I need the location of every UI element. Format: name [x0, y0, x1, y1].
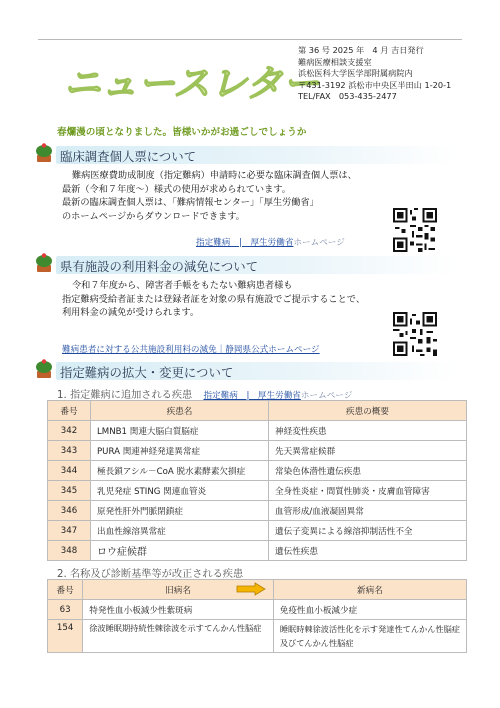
issue-line: 第 36 号 2025 年 4 月 吉日発行: [298, 45, 424, 55]
row-summary: 血管形成/血液凝固異常: [269, 501, 467, 521]
table-header-row: [48, 401, 467, 421]
section2-title: 県有施設の利用料金の減免について: [60, 259, 259, 274]
cactus-icon: [33, 252, 55, 272]
section2-line: 利用料金の減免が受けられます。: [62, 307, 200, 318]
section1-body: [62, 169, 357, 223]
row-new-name: [273, 620, 466, 653]
masthead-rule: [38, 39, 462, 40]
table-row: [48, 620, 467, 653]
qr-code-icon: [393, 312, 437, 356]
section1-link-suffix[interactable]: ホームページ: [293, 238, 345, 248]
row-number: 346: [48, 501, 91, 521]
svg-text:ニュースレター: ニュースレター: [64, 62, 320, 105]
section2-link[interactable]: [62, 343, 320, 355]
row-number: 345: [48, 481, 91, 501]
col-number: 番号: [48, 401, 91, 421]
masthead-info: [298, 45, 451, 103]
row-old-name: 特発性血小板減少性紫斑病: [83, 600, 274, 620]
tel-fax: TEL/FAX 053-435-2477: [298, 91, 397, 101]
renamed-diseases-table: [47, 579, 467, 653]
section1-link-main[interactable]: 指定難病 | 厚生労働省: [196, 238, 294, 248]
row-number: 344: [48, 461, 91, 481]
subsection2-title: 2. 名称及び診断基準等が改正される疾患: [57, 569, 244, 580]
row-summary: 常染色体潜性遺伝疾患: [269, 461, 467, 481]
row-summary: 神経変性疾患: [269, 421, 467, 441]
section1-title: 臨床調査個人票について: [60, 149, 197, 164]
table-row: [48, 481, 467, 501]
row-number: 347: [48, 521, 91, 541]
subsection1-link-suffix[interactable]: ホームページ: [300, 391, 353, 401]
table-header-row: [48, 580, 467, 600]
row-new-name-line: 及びてんかん性脳症: [279, 638, 354, 648]
row-old-name: 徐波睡眠期持続性棘徐波を示すてんかん性脳症: [83, 620, 274, 653]
col-summary: 疾患の概要: [269, 401, 467, 421]
row-disease: LMNB1 関連大脳白質脳症: [91, 421, 269, 441]
col-old-name: [83, 580, 274, 600]
subsection1-title: [57, 386, 352, 401]
table-row: [48, 441, 467, 461]
qr-code-icon: [393, 208, 437, 252]
section2-link-text[interactable]: 難病患者に対する公共施設利用料の減免｜静岡県公式ホームページ: [62, 345, 320, 355]
row-number: 343: [48, 441, 91, 461]
address: 〒431-3192 浜松市中央区半田山 1-20-1: [298, 79, 452, 90]
row-number: 342: [48, 421, 91, 441]
row-summary: 先天異常症候群: [269, 441, 467, 461]
row-disease: 極長鎖アシル－CoA 脱水素酵素欠損症: [91, 461, 269, 481]
section1-link[interactable]: [196, 236, 345, 248]
section2-body: [62, 279, 365, 320]
cactus-icon: [33, 142, 55, 162]
arrow-right-icon: [237, 583, 265, 595]
row-disease: PURA 関連神経発達異常症: [91, 441, 269, 461]
section2-line: 令和７年度から、障害者手帳をもたない難病患者様も: [72, 280, 293, 291]
row-disease: ロウ症候群: [91, 541, 269, 561]
row-summary: 遺伝子変異による線溶抑制活性不全: [269, 521, 467, 541]
row-summary: 遺伝性疾患: [269, 541, 467, 561]
col-old-name-label: 旧病名: [165, 585, 191, 596]
table-row: [48, 461, 467, 481]
row-new-name: 免疫性血小板減少症: [273, 600, 466, 620]
table-row: [48, 521, 467, 541]
section1-line: のホームページからダウンロードできます。: [62, 210, 245, 222]
table-row: [48, 541, 467, 561]
org-name: 難病医療相談支援室: [298, 56, 372, 67]
section1-line: 最新（令和７年度〜）様式の使用が求められています。: [62, 183, 291, 195]
row-disease: 出血性線溶異常症: [91, 521, 269, 541]
table-row: [48, 501, 467, 521]
section2-line: 指定難病受給者証または登録者証を対象の県有施設でご提示することで、: [62, 293, 366, 305]
row-number: 348: [48, 541, 91, 561]
table-row: [48, 421, 467, 441]
row-disease: 原発性肝外門脈閉鎖症: [91, 501, 269, 521]
newsletter-logo: [60, 50, 320, 108]
subsection1-link-main[interactable]: 指定難病 | 厚生労働省: [203, 391, 301, 401]
row-disease: 乳児発症 STING 関連血管炎: [91, 481, 269, 501]
subsection1-label: 1. 指定難病に追加される疾患: [57, 390, 193, 401]
row-summary: 全身性炎症・間質性肺炎・皮膚血管障害: [269, 481, 467, 501]
col-disease: 疾患名: [91, 401, 269, 421]
hospital-name: 浜松医科大学医学部附属病院内: [298, 68, 413, 78]
row-new-name-line: 睡眠時棘徐波活性化を示す発達性てんかん性脳症: [279, 624, 460, 634]
section3-title: 指定難病の拡大・変更について: [60, 365, 234, 380]
section1-line: 最新の臨床調査個人票は、「難病情報センター」「厚生労働省」: [62, 197, 319, 208]
col-new-name: 新病名: [273, 580, 466, 600]
added-diseases-table: [47, 400, 467, 561]
section1-line: 難病医療費助成制度（指定難病）申請時に必要な臨床調査個人票は、: [72, 170, 357, 181]
table-row: [48, 600, 467, 620]
cactus-icon: [33, 358, 55, 378]
greeting: 春爛漫の頃となりました。皆様いかがお過ごしでしょうか: [57, 127, 307, 138]
col-number: 番号: [48, 580, 83, 600]
row-number: 63: [48, 600, 83, 620]
row-number: 154: [48, 620, 83, 653]
